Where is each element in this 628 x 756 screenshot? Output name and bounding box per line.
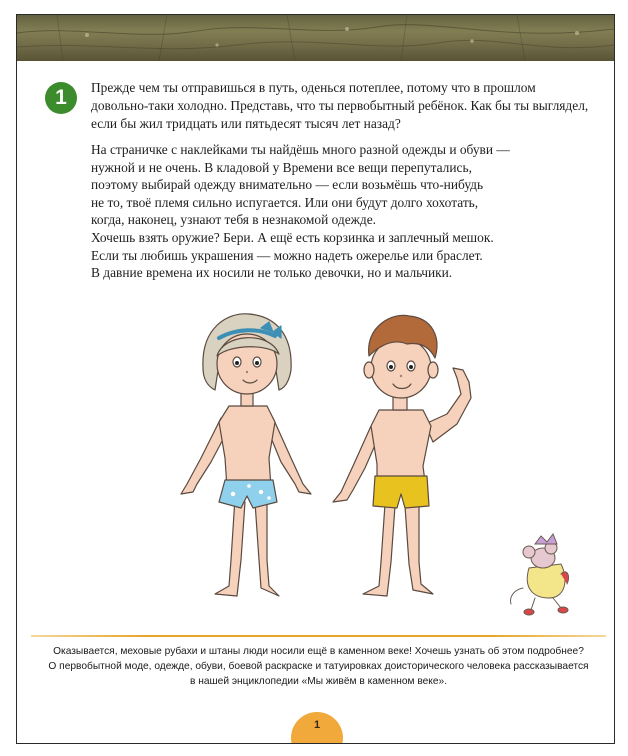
text-line: О первобытной моде, одежде, обуви, боевой раскраске и татуировках доисторического человека рассказывается bbox=[48, 661, 589, 672]
intro-paragraph: Прежде чем ты отправишься в путь, оденься потеплее, потому что в прошлом довольно-таки холодно. Представь, что ты первобытный ребёнок. Как бы ты выглядел, если бы жил тридцать или пятьдесят тысяч лет назад? bbox=[91, 80, 589, 131]
encyclopedia-note bbox=[31, 644, 606, 689]
text-line: нужной и не очень. В кладовой у Времени все вещи перепутались, bbox=[91, 159, 472, 175]
mouse-mascot-icon bbox=[511, 534, 569, 615]
text-line: На страничке с наклейками ты найдёшь много разной одежды и обуви — bbox=[91, 142, 510, 157]
text-line: Хочешь взять оружие? Бери. А ещё есть корзинка и заплечный мешок. bbox=[91, 229, 494, 245]
text-line: когда, наконец, узнают тебя в незнакомой одежде. bbox=[91, 212, 377, 228]
text-line: Оказывается, меховые рубахи и штаны люди носили ещё в каменном веке! Хочешь узнать об этом подробнее? bbox=[53, 646, 584, 657]
text-line: Если ты любишь украшения — можно надеть ожерелье или браслет. bbox=[91, 247, 483, 263]
boy-figure bbox=[333, 315, 471, 596]
text-line: В давние времена их носили не только девочки, но и мальчики. bbox=[91, 265, 453, 281]
girl-figure bbox=[181, 314, 311, 596]
map-banner bbox=[17, 15, 614, 61]
children-illustration bbox=[157, 298, 577, 628]
text-line: в нашей энциклопедии «Мы живём в каменном веке». bbox=[189, 676, 448, 687]
footer-divider bbox=[31, 635, 606, 637]
text-line: не то, твоё племя сильно испугается. Или они будут долго хохотать, bbox=[91, 194, 479, 210]
instructions-paragraph bbox=[91, 141, 596, 282]
step-number-badge: 1 bbox=[45, 82, 77, 114]
map-texture-icon bbox=[17, 15, 614, 61]
text-line: поэтому выбирай одежду внимательно — если возьмёшь что-нибудь bbox=[91, 177, 484, 193]
book-page bbox=[16, 14, 615, 744]
page-number: 1 bbox=[313, 719, 321, 731]
